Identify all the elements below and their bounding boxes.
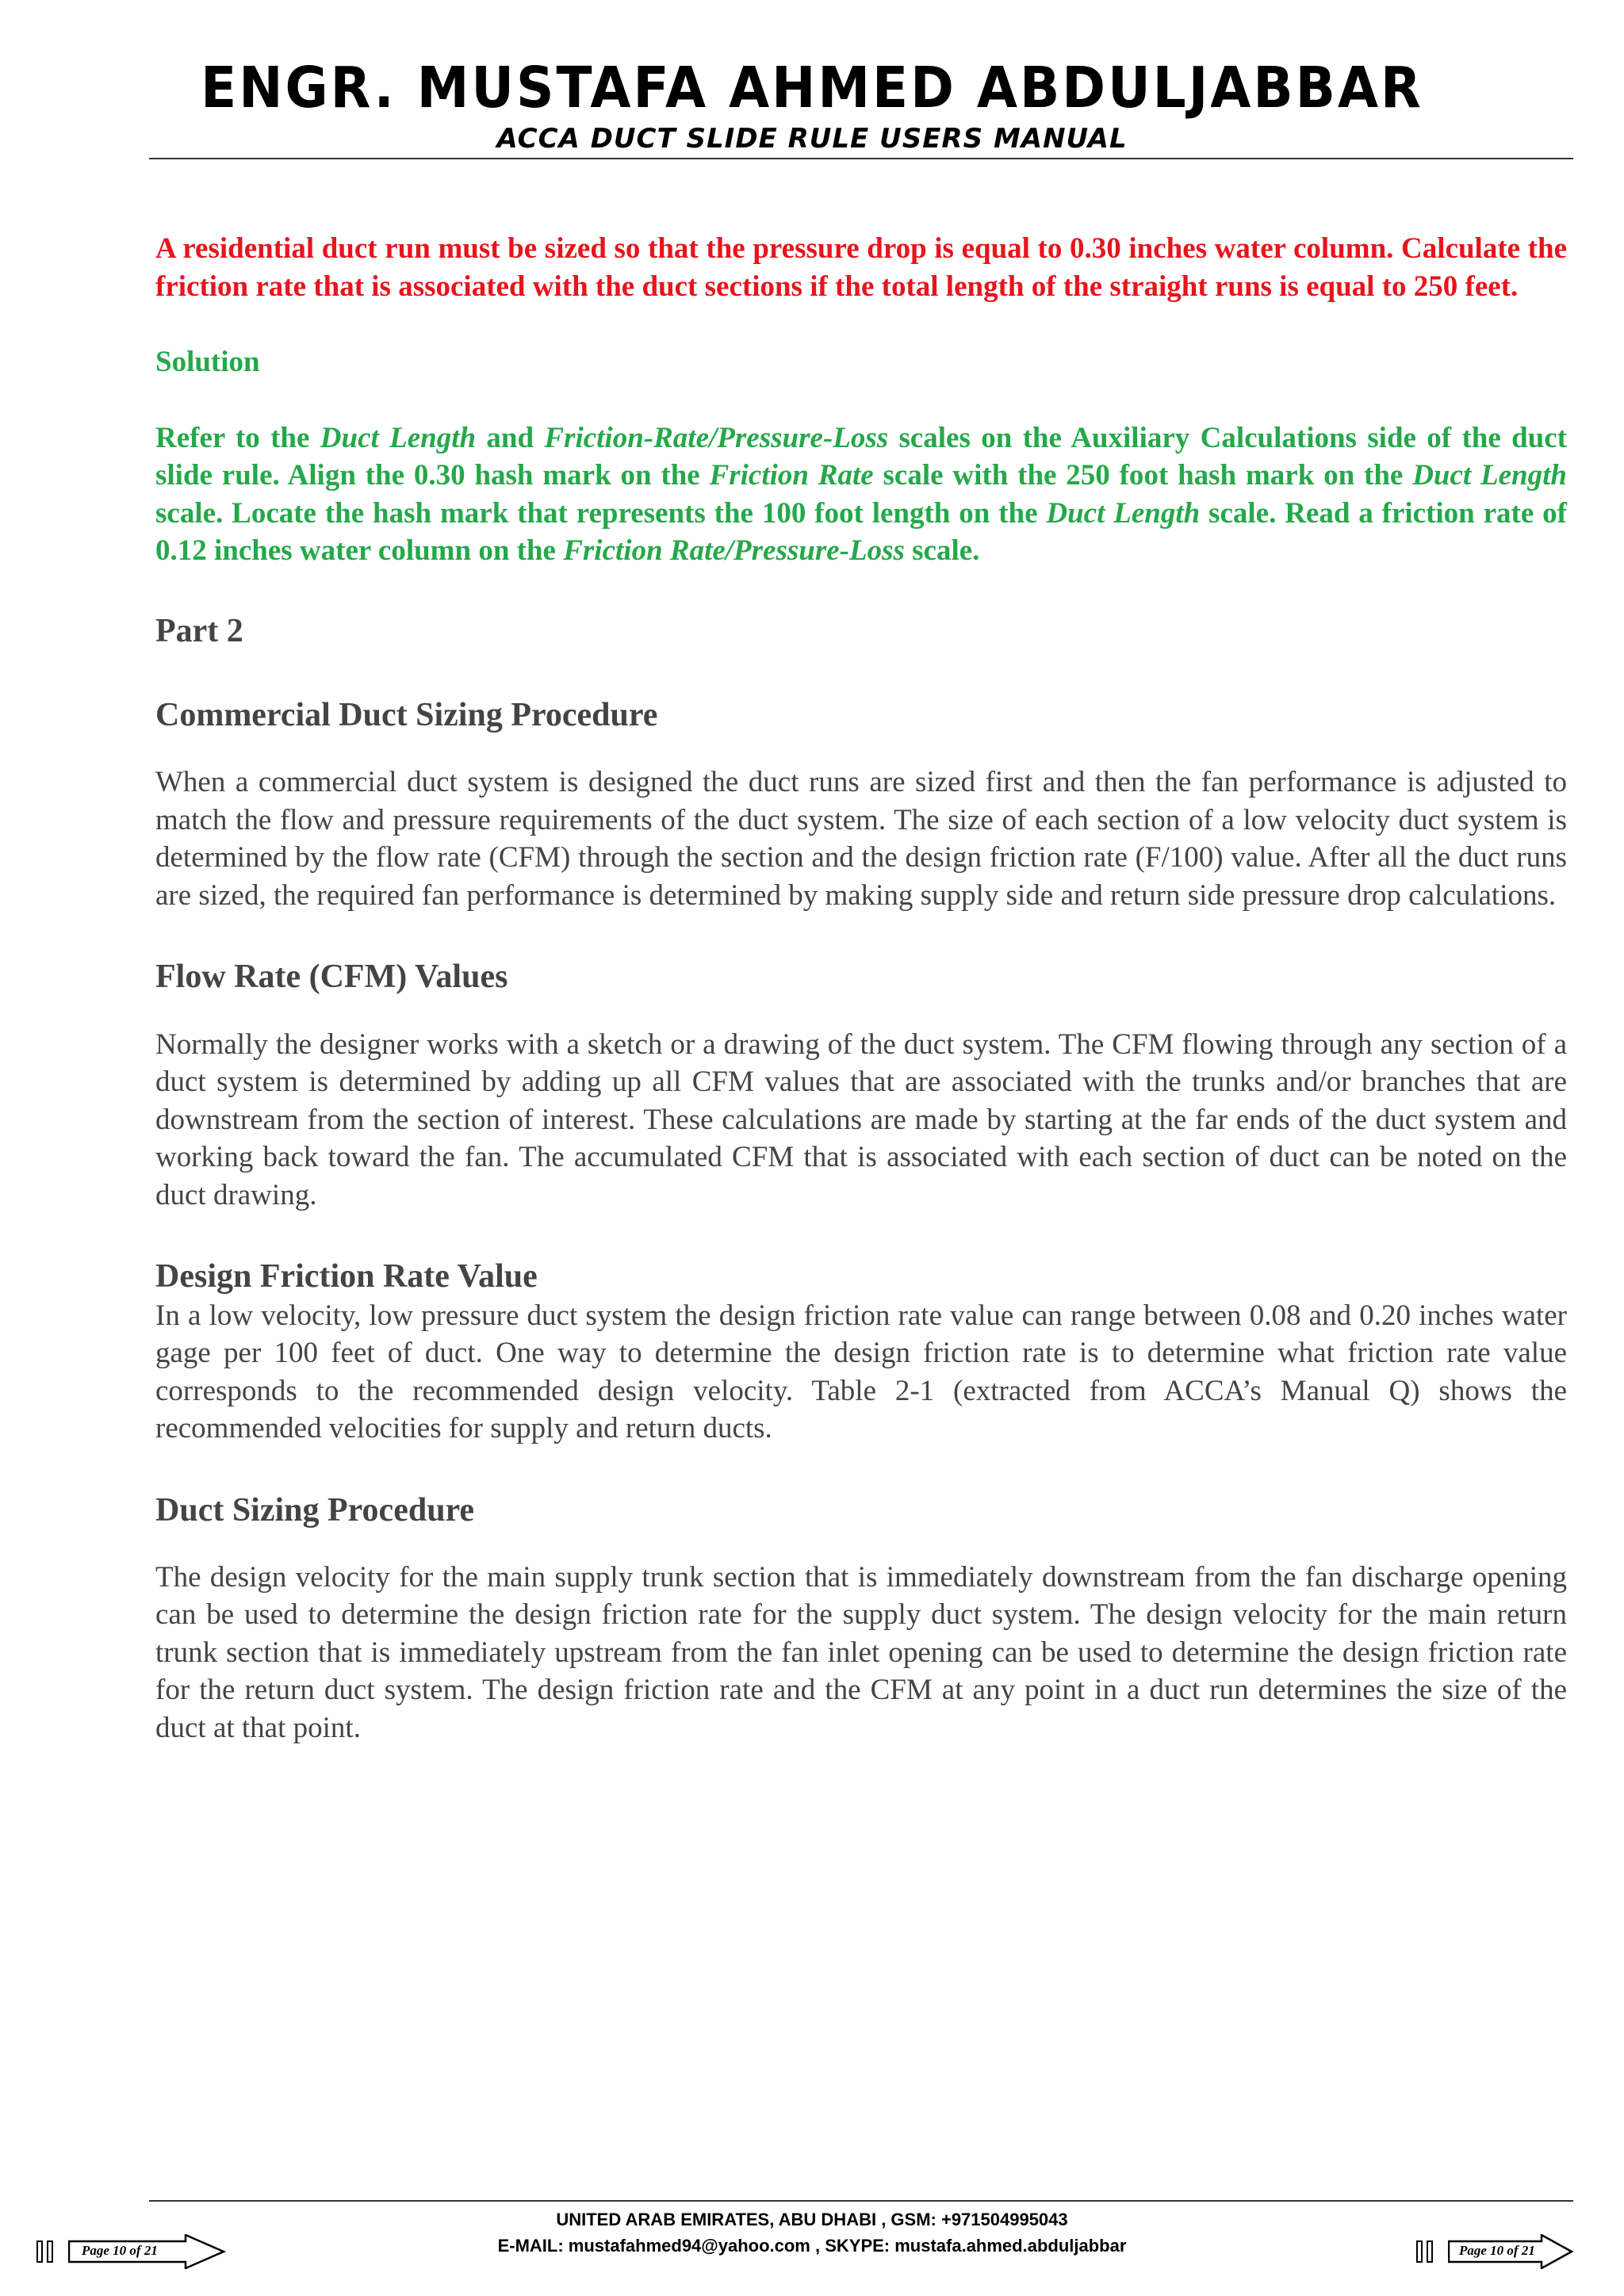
page-content	[155, 230, 1567, 1747]
footer-divider	[149, 2200, 1573, 2202]
manual-subtitle: ACCA DUCT SLIDE RULE USERS MANUAL	[496, 123, 1128, 155]
page-indicator-left	[36, 2234, 227, 2269]
footer-contact-email: E-MAIL: mustafahmed94@yahoo.com , SKYPE: mustafa.ahmed.abduljabbar	[497, 2236, 1127, 2256]
section-heading-design-friction-rate: Design Friction Rate Value	[155, 1258, 538, 1295]
solution-text: Refer to the Duct Length and Friction-Rate/Pressure-Loss scales on the Auxiliary Calculations side of the duct slide rule. Align the 0.30 hash mark on the Friction Rate scale with the 250 foot hash mark on the Duct Length scale. Locate the hash mark that represents the 100 foot length on the Duct Length scale. Read a friction rate of 0.12 inches water column on the Friction Rate/Pressure-Loss scale.	[155, 421, 1567, 567]
page-number-left: Page 10 of 21	[82, 2243, 158, 2258]
footer-contact-location: UNITED ARAB EMIRATES, ABU DHABI , GSM: +971504995043	[556, 2210, 1068, 2229]
header-divider	[149, 158, 1573, 159]
part-heading: Part 2	[155, 612, 243, 649]
page-bars-icon	[36, 2241, 63, 2263]
page-bars-icon	[1416, 2241, 1443, 2263]
section-body-design-friction-rate: In a low velocity, low pressure duct system the design friction rate value can range between 0.08 and 0.20 inches water gage per 100 feet of duct. One way to determine the design friction rate is to determine what friction rate value corresponds to the recommended design velocity. Table 2-1 (extracted from ACCA’s Manual Q) shows the recommended velocities for supply and return ducts.	[155, 1299, 1567, 1445]
section-heading-duct-sizing: Duct Sizing Procedure	[155, 1491, 475, 1529]
page-indicator-right	[1416, 2234, 1575, 2269]
problem-statement: A residential duct run must be sized so that the pressure drop is equal to 0.30 inches water column. Calculate the friction rate that is associated with the duct sections if the total length of the straight runs is equal to 250 feet.	[155, 232, 1567, 303]
section-body-commercial-duct-sizing: When a commercial duct system is designed the duct runs are sized first and then the fan performance is adjusted to match the flow and pressure requirements of the duct system. The size of each section of a low velocity duct system is determined by the flow rate (CFM) through the section and the design friction rate (F/100) value. After all the duct runs are sized, the required fan performance is determined by making supply side and return side pressure drop calculations.	[155, 766, 1567, 912]
page-number-right: Page 10 of 21	[1459, 2243, 1535, 2258]
author-title: ENGR. MUSTAFA AHMED ABDULJABBAR	[201, 54, 1423, 121]
solution-heading: Solution	[155, 346, 260, 378]
section-body-duct-sizing: The design velocity for the main supply trunk section that is immediately downstream from the fan discharge opening can be used to determine the design friction rate for the supply duct system. The design velocity for the main return trunk section that is immediately upstream from the fan inlet opening can be used to determine the design friction rate for the return duct system. The design friction rate and the CFM at any point in a duct run determines the size of the duct at that point.	[155, 1560, 1567, 1744]
section-body-flow-rate: Normally the designer works with a sketch or a drawing of the duct system. The CFM flowing through any section of a duct system is determined by adding up all CFM values that are associated with the trunks and/or branches that are downstream from the section of interest. These calculations are made by starting at the far ends of the duct system and working back toward the fan. The accumulated CFM that is associated with each section of duct can be noted on the duct drawing.	[155, 1027, 1567, 1211]
section-heading-commercial-duct-sizing: Commercial Duct Sizing Procedure	[155, 696, 658, 733]
section-heading-flow-rate: Flow Rate (CFM) Values	[155, 959, 508, 996]
